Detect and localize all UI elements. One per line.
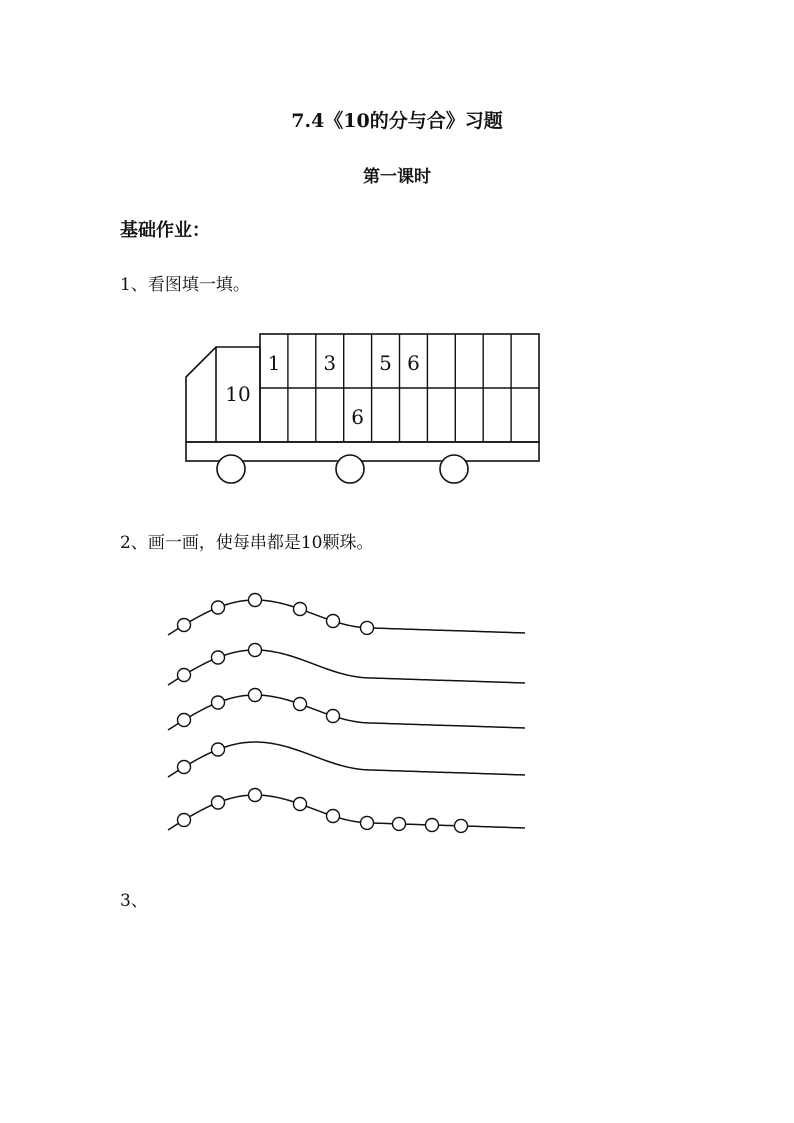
cargo-top-cell: 1 xyxy=(267,351,281,375)
bead xyxy=(212,796,225,809)
bead xyxy=(361,816,374,829)
bead xyxy=(249,644,262,657)
bead xyxy=(327,615,340,628)
bead xyxy=(212,696,225,709)
section-heading: 基础作业： xyxy=(120,220,210,241)
question-3-label: 3、 xyxy=(120,891,148,911)
bead xyxy=(178,761,191,774)
bead xyxy=(212,601,225,614)
cargo-top-cell: 5 xyxy=(379,351,392,375)
bead xyxy=(327,810,340,823)
bead xyxy=(249,789,262,802)
bead xyxy=(327,710,340,723)
bead xyxy=(455,819,468,832)
bead xyxy=(249,689,262,702)
cargo-top-cell: 3 xyxy=(323,351,337,375)
page-title: 7.4《10的分与合》习题 xyxy=(291,110,503,132)
bead xyxy=(178,814,191,827)
bead xyxy=(178,714,191,727)
cargo-top-cell: 6 xyxy=(407,351,420,375)
bead xyxy=(212,743,225,756)
question-2-label: 2、画一画，使每串都是10颗珠。 xyxy=(120,533,374,553)
bead xyxy=(178,669,191,682)
bead xyxy=(294,698,307,711)
bead xyxy=(178,619,191,632)
bead xyxy=(426,819,439,832)
bead xyxy=(249,594,262,607)
lesson-subtitle: 第一课时 xyxy=(363,167,431,187)
bead xyxy=(361,621,374,634)
question-1-label: 1、看图填一填。 xyxy=(120,275,250,295)
bead xyxy=(393,817,406,830)
bead xyxy=(212,651,225,664)
cargo-bottom-cell: 6 xyxy=(351,405,365,429)
cab-number: 10 xyxy=(225,382,251,406)
bead xyxy=(294,603,307,616)
bead xyxy=(294,798,307,811)
